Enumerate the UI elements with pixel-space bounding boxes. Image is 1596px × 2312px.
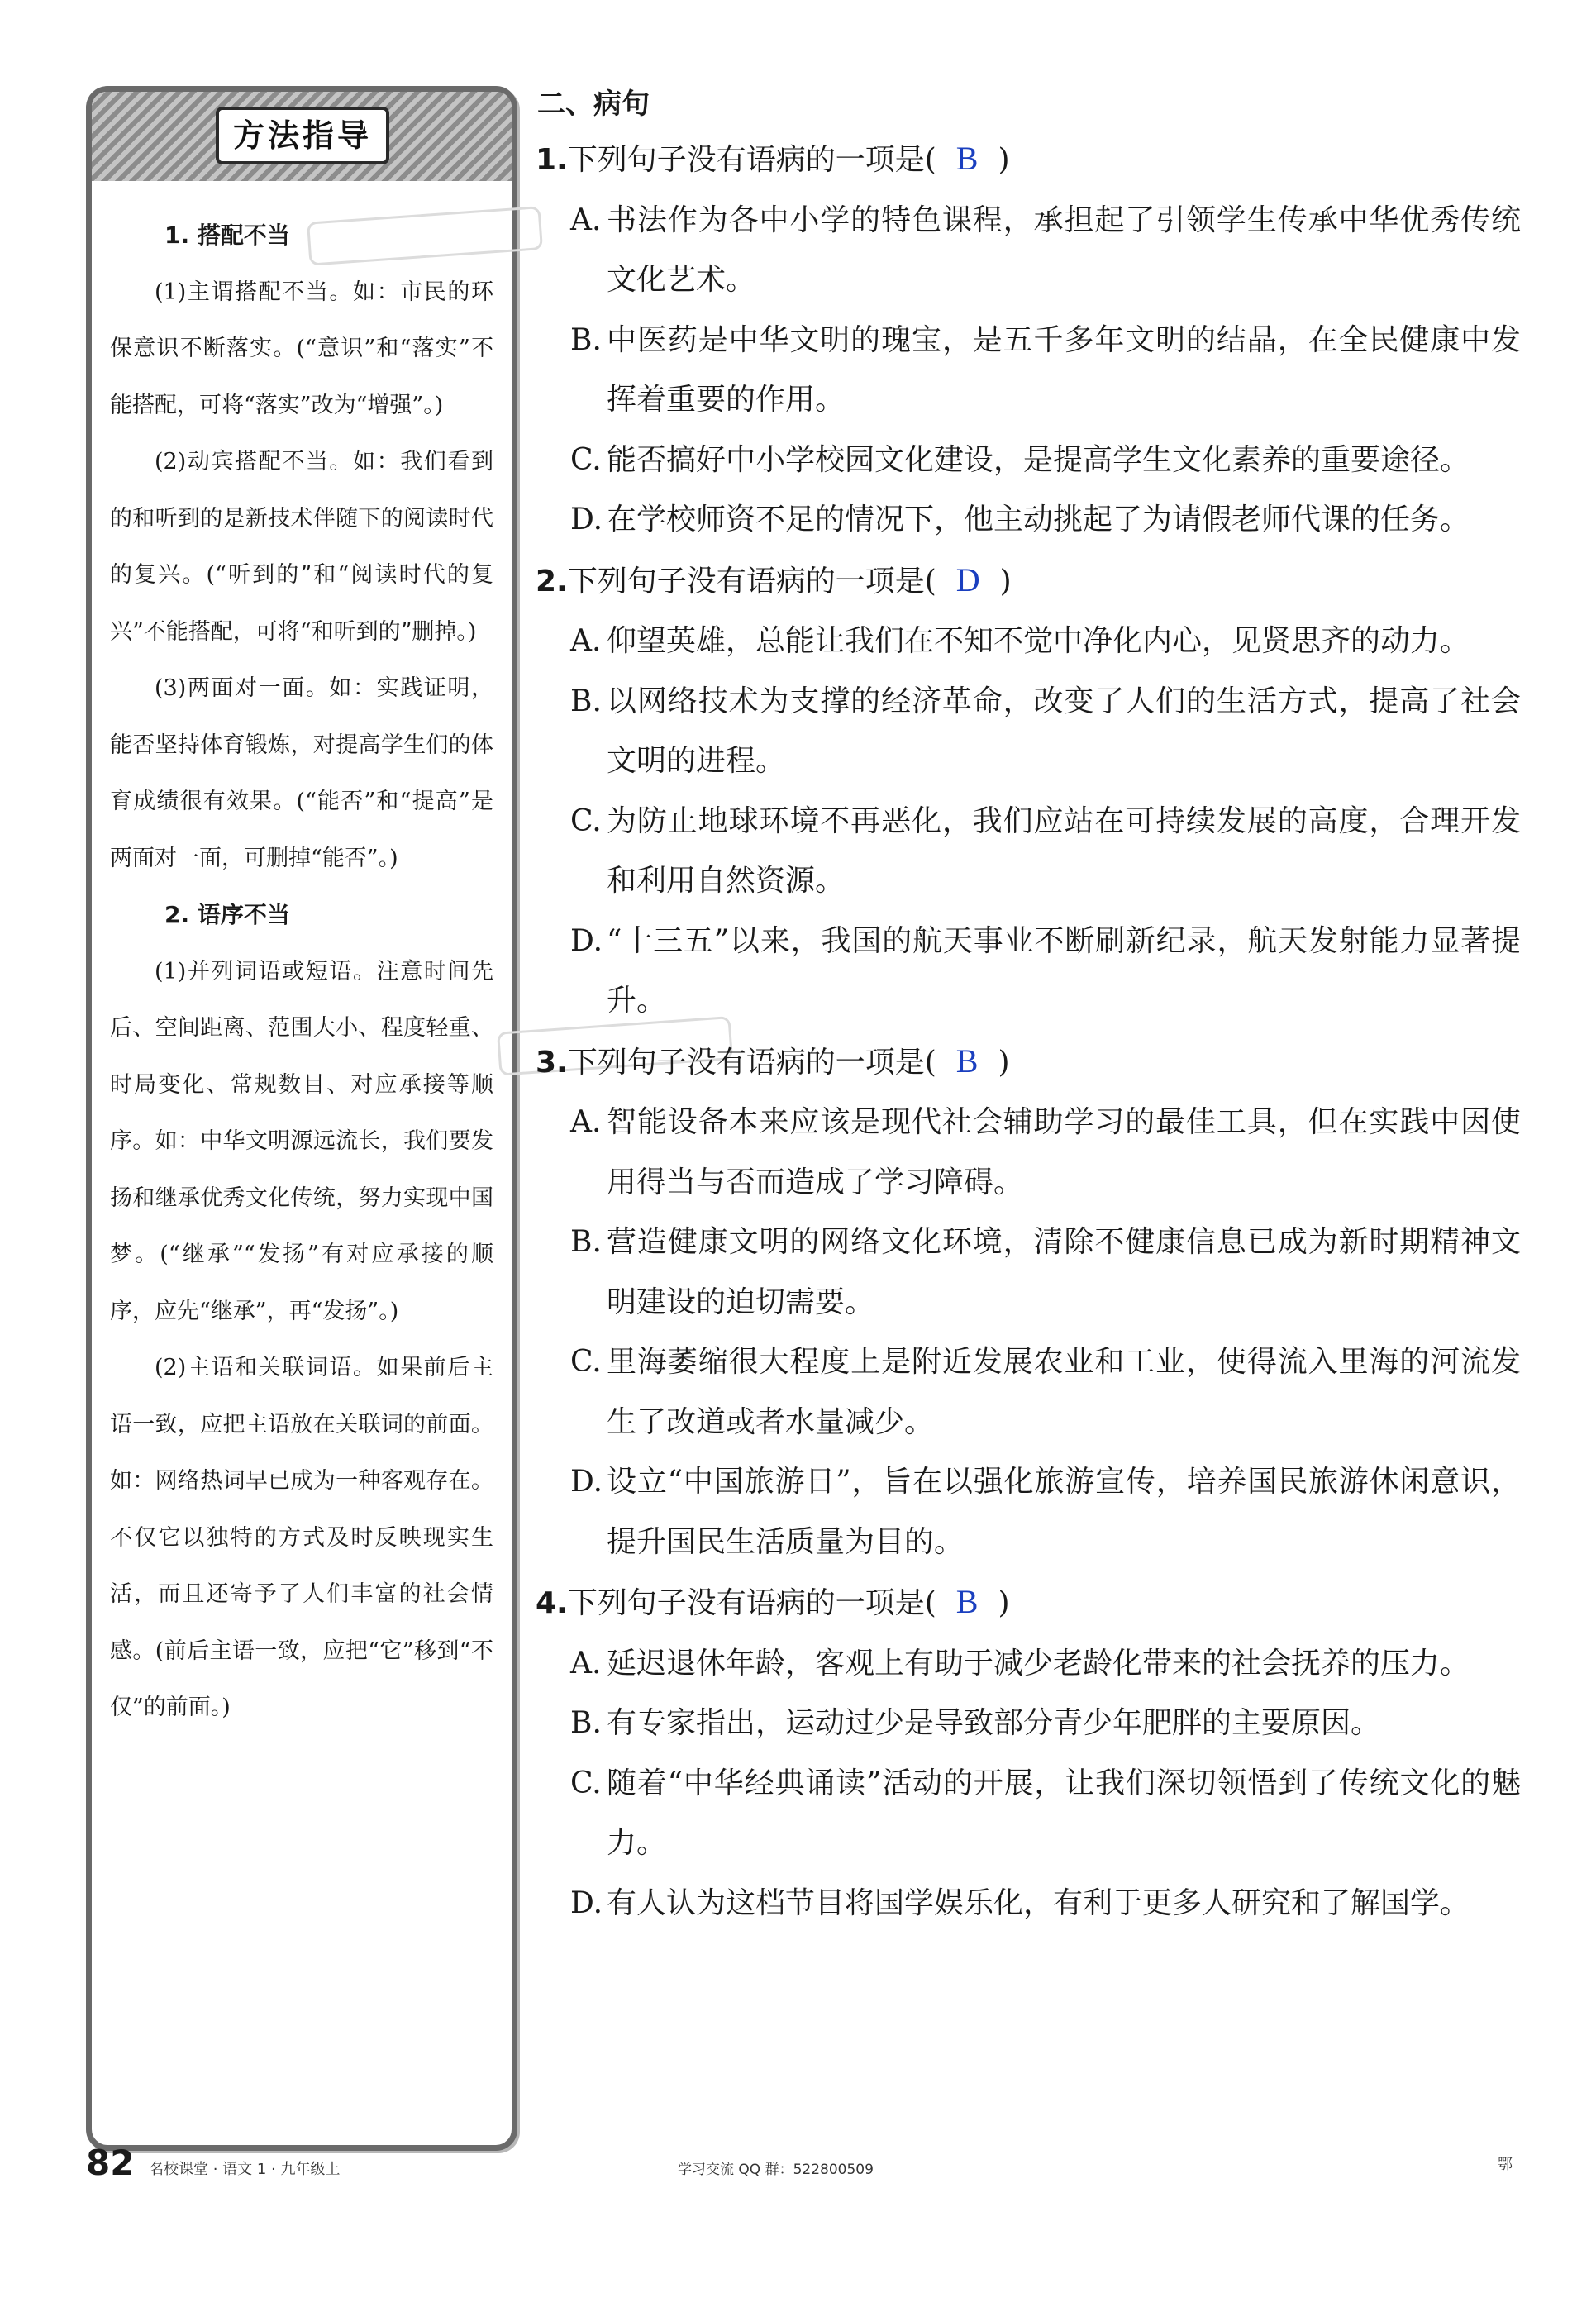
option-text: 随着“中华经典诵读”活动的开展，让我们深切领悟到了传统文化的魅力。 (607, 1766, 1521, 1860)
question-number: 4. (536, 1586, 568, 1620)
question-close: ) (998, 1586, 1010, 1620)
option-letter: C. (570, 1345, 602, 1379)
sidebar-heading: 2. 语序不当 (164, 901, 290, 928)
option-text: 为防止地球环境不再恶化，我们应站在可持续发展的高度，合理开发和利用自然资源。 (607, 803, 1521, 898)
option-text: 营造健康文明的网络文化环境，清除不健康信息已成为新时期精神文明建设的迫切需要。 (607, 1225, 1521, 1319)
option-text: 里海萎缩很大程度上是附近发展农业和工业，使得流入里海的河流发生了改道或者水量减少。 (607, 1345, 1521, 1439)
option (529, 792, 1521, 912)
option (529, 311, 1521, 431)
question-close: ) (998, 1045, 1010, 1080)
question-text: 下列句子没有语病的一项是( (567, 1586, 936, 1620)
option-text: 中医药是中华文明的瑰宝，是五千多年文明的结晶，在全民健康中发挥着重要的作用。 (607, 322, 1521, 417)
question-close: ) (999, 564, 1012, 598)
option (529, 612, 1521, 672)
option-text: 书法作为各中小学的特色课程，承担起了引领学生传承中华优秀传统文化艺术。 (607, 203, 1521, 297)
option-letter: C. (570, 1766, 602, 1800)
option-letter: B. (570, 322, 602, 357)
answer-letter: B (955, 140, 979, 177)
option-letter: C. (570, 803, 602, 838)
question-number: 3. (536, 1045, 568, 1080)
option (529, 672, 1521, 792)
option-letter: D. (570, 1465, 603, 1499)
book-title: 名校课堂 · 语文 1 · 九年级上 (149, 2161, 341, 2178)
question-text: 下列句子没有语病的一项是( (567, 1045, 936, 1080)
question (529, 129, 1521, 551)
answer-letter: D (955, 560, 980, 598)
sidebar-paragraph: (2)动宾搭配不当。如：我们看到的和听到的是新技术伴随下的阅读时代的复兴。(“听到的”和“阅读时代的复兴”不能搭配，可将“和听到的”删掉。) (110, 449, 493, 645)
question-stem (529, 551, 1521, 613)
option-letter: B. (570, 684, 602, 718)
option-letter: B. (570, 1706, 602, 1740)
option-text: 有人认为这档节目将国学娱乐化，有利于更多人研究和了解国学。 (607, 1885, 1470, 1920)
qq-group: 学习交流 QQ 群：522800509 (678, 2162, 874, 2178)
option (529, 912, 1521, 1032)
option (529, 1694, 1521, 1754)
question (529, 1572, 1521, 1933)
option-letter: D. (570, 503, 603, 536)
sidebar-paragraph: (1)并列词语或短语。注意时间先后、空间距离、范围大小、程度轻重、时局变化、常规数目、对应承接等顺序。如：中华文明源远流长，我们要发扬和继承优秀文化传统，努力实现中国梦。(“继承”“发扬”有对应承接的顺序，应先“继承”，再“发扬”。) (110, 958, 493, 1324)
section-title: 二、病句 (537, 88, 650, 121)
sidebar-paragraph: (3)两面对一面。如：实践证明，能否坚持体育锻炼，对提高学生们的体育成绩很有效果。(“能否”和“提高”是两面对一面，可删掉“能否”。) (110, 675, 493, 871)
method-guide-sidebar (86, 86, 517, 2151)
question-close: ) (998, 143, 1010, 177)
option-text: 智能设备本来应该是现代社会辅助学习的最佳工具，但在实践中因使用得当与否而造成了学习障碍。 (607, 1105, 1521, 1199)
option (529, 1213, 1521, 1332)
option-letter: A. (570, 624, 602, 658)
option (529, 1754, 1521, 1874)
answer-letter: B (955, 1042, 979, 1080)
question (529, 551, 1521, 1032)
option-letter: D. (570, 1885, 603, 1920)
sidebar-body (110, 207, 493, 1737)
page-number: 82 (86, 2143, 135, 2183)
region-mark: 鄂 (1498, 2156, 1513, 2173)
question-stem (529, 1572, 1521, 1634)
option-text: “十三五”以来，我国的航天事业不断刷新纪录，航天发射能力显著提升。 (607, 923, 1521, 1018)
question (529, 1032, 1521, 1573)
option (529, 1874, 1521, 1934)
option-letter: B. (570, 1225, 602, 1259)
option-text: 延迟退休年龄，客观上有助于减少老龄化带来的社会抚养的压力。 (607, 1646, 1470, 1680)
question-number: 1. (536, 143, 568, 177)
sidebar-heading: 1. 搭配不当 (164, 222, 290, 249)
option-letter: A. (570, 1105, 602, 1139)
option-letter: A. (570, 1646, 602, 1680)
option (529, 1332, 1521, 1452)
option-text: 以网络技术为支撑的经济革命，改变了人们的生活方式，提高了社会文明的进程。 (607, 684, 1521, 778)
sidebar-paragraph: (1)主谓搭配不当。如：市民的环保意识不断落实。(“意识”和“落实”不能搭配，可将“落实”改为“增强”。) (110, 279, 493, 418)
option (529, 191, 1521, 311)
sidebar-title: 方法指导 (216, 107, 389, 164)
option (529, 1452, 1521, 1572)
question-text: 下列句子没有语病的一项是( (567, 143, 936, 177)
option-text: 设立“中国旅游日”，旨在以强化旅游宣传，培养国民旅游休闲意识，提升国民生活质量为目的。 (607, 1465, 1521, 1559)
option (529, 431, 1521, 491)
option-letter: A. (570, 203, 602, 237)
main-content (529, 79, 1521, 1933)
option-letter: C. (570, 442, 602, 477)
sidebar-paragraph: (2)主语和关联词语。如果前后主语一致，应把主语放在关联词的前面。如：网络热词早已成为一种客观存在。不仅它以独特的方式及时反映现实生活，而且还寄予了人们丰富的社会情感。(前后主语一致，应把“它”移到“不仅”的前面。) (110, 1355, 493, 1720)
answer-letter: B (955, 1583, 979, 1620)
question-number: 2. (536, 564, 568, 598)
option (529, 1093, 1521, 1213)
option (529, 490, 1521, 551)
option-text: 能否搞好中小学校园文化建设，是提高学生文化素养的重要途径。 (607, 442, 1470, 477)
option (529, 1634, 1521, 1695)
question-stem (529, 129, 1521, 191)
option-letter: D. (570, 923, 603, 958)
question-stem (529, 1032, 1521, 1094)
question-text: 下列句子没有语病的一项是( (567, 564, 936, 598)
option-text: 仰望英雄，总能让我们在不知不觉中净化内心，见贤思齐的动力。 (607, 624, 1470, 658)
option-text: 在学校师资不足的情况下，他主动挑起了为请假老师代课的任务。 (607, 503, 1470, 536)
option-text: 有专家指出，运动过少是导致部分青少年肥胖的主要原因。 (607, 1706, 1381, 1740)
